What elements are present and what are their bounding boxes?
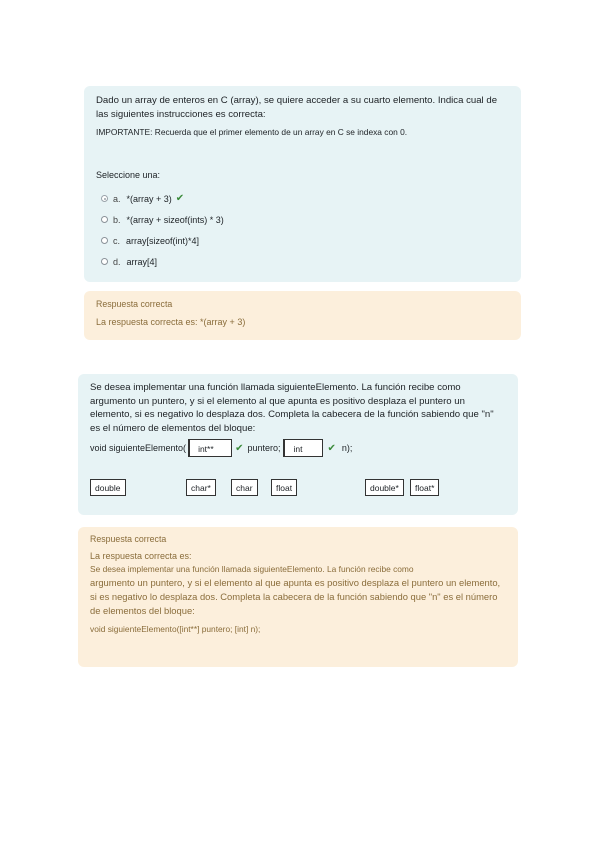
check-icon: ✔ (175, 193, 185, 204)
radio-c[interactable] (101, 237, 108, 244)
drag-chip-double-pointer[interactable]: double* (365, 479, 404, 496)
drag-chip-float-pointer[interactable]: float* (410, 479, 439, 496)
drop-blank-1[interactable]: int** (188, 439, 232, 457)
option-letter: c. (113, 235, 121, 246)
question-1-note: IMPORTANTE: Recuerda que el primer elemento de un array en C se indexa con 0. (96, 127, 408, 137)
option-a[interactable] (96, 188, 509, 209)
feedback-2-code: void siguienteElemento([int**] puntero; [int] n); (90, 624, 261, 634)
answer-list (96, 188, 509, 272)
question-1-card (84, 86, 521, 282)
option-d[interactable] (96, 251, 509, 272)
feedback-2-restated: Se desea implementar una función llamada siguienteElemento. La función recibe como (90, 564, 414, 574)
option-letter: b. (113, 214, 121, 225)
radio-b[interactable] (101, 216, 108, 223)
drag-chip-double[interactable]: double (90, 479, 126, 496)
feedback-2-card (78, 527, 518, 667)
option-text: *(array + 3) (126, 193, 172, 204)
check-icon: ✔ (327, 442, 336, 454)
option-c[interactable] (96, 230, 509, 251)
drag-chip-char-pointer[interactable]: char* (186, 479, 216, 496)
drag-chip-char[interactable]: char (231, 479, 258, 496)
check-icon: ✔ (235, 442, 244, 454)
feedback-2-title: Respuesta correcta (90, 534, 167, 544)
feedback-2-intro: La respuesta correcta es: (90, 551, 192, 561)
feedback-2-body: argumento un puntero, y si el elemento al que apunta es positivo desplaza el puntero un elemento, si es negativo lo desplaza dos. Completa la cabecera de la función sabiendo que "n" es el número de elementos del bloque: (90, 577, 501, 616)
question-2-text: Se desea implementar una función llamada siguienteElemento. La función recibe como argumento un puntero, y si el elemento al que apunta es positivo desplaza el puntero un elemento, si es negativo lo desplaza dos. Completa la cabecera de la función sabiendo que "n" es el número de elementos del bloque: (90, 382, 494, 434)
drag-chip-float[interactable]: float (271, 479, 297, 496)
select-one-prompt: Seleccione una: (96, 170, 161, 180)
option-b[interactable] (96, 209, 509, 230)
code-suffix: n); (341, 443, 353, 453)
function-header-line (90, 438, 506, 458)
feedback-1-text: La respuesta correcta es: *(array + 3) (96, 317, 246, 327)
option-text: array[4] (126, 256, 158, 267)
question-1-text: Dado un array de enteros en C (array), se quiere acceder a su cuarto elemento. Indica cual de las siguientes instrucciones es correcta: (96, 95, 498, 120)
code-mid: puntero; (247, 443, 281, 453)
option-text: *(array + sizeof(ints) * 3) (126, 214, 224, 225)
drop-blank-2[interactable]: int (283, 439, 323, 457)
question-2-card (78, 374, 518, 515)
option-letter: a. (113, 193, 121, 204)
radio-a[interactable] (101, 195, 108, 202)
option-text: array[sizeof(int)*4] (126, 235, 200, 246)
feedback-1-card (84, 291, 521, 340)
feedback-1-title: Respuesta correcta (96, 299, 173, 309)
option-letter: d. (113, 256, 121, 267)
drag-options (90, 479, 506, 499)
code-prefix: void siguienteElemento( (90, 443, 187, 453)
radio-d[interactable] (101, 258, 108, 265)
